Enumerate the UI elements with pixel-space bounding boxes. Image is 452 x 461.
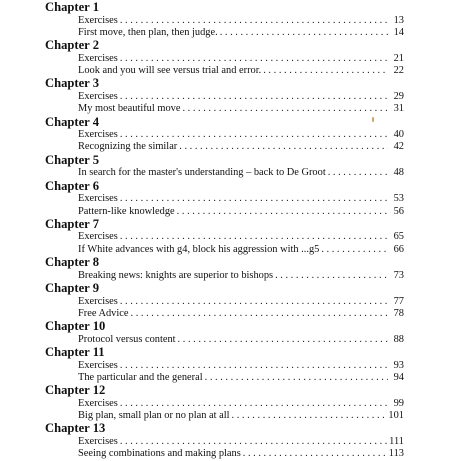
toc-entry [78,206,404,218]
toc-entry-title: The particular and the general [78,371,203,383]
toc-entry-title: Exercises [78,14,118,26]
dot-leader [321,244,388,256]
toc-entry [78,296,404,308]
toc-entry-title: Exercises [78,435,118,447]
toc-entry-title: Protocol versus content [78,333,176,345]
toc-entry-title: Big plan, small plan or no plan at all [78,410,230,422]
toc-entry [78,270,404,282]
toc-entry-title: Exercises [78,193,118,205]
toc-entry-page: 99 [393,397,404,409]
chapter-heading: Chapter 12 [45,383,106,398]
dot-leader [179,141,388,153]
dot-leader [205,372,388,384]
dot-leader [131,308,389,320]
dot-leader [243,448,387,460]
chapter-heading: Chapter 2 [45,38,99,53]
dot-leader [120,360,388,372]
toc-entry [78,65,404,77]
toc-entry-page: 66 [393,243,404,255]
toc-entry [78,167,404,179]
toc-entry-page: 22 [393,65,404,77]
toc-entry [78,436,404,448]
dot-leader [120,398,388,410]
toc-entry-title: Recognizing the similar [78,141,178,153]
dot-leader [120,129,388,141]
dot-leader [182,103,388,115]
toc-entry-title: My most beautiful move [78,103,181,115]
toc-entry-title: Exercises [78,129,118,141]
toc-entry-page: 93 [393,359,404,371]
toc-entry-title: Pattern-like knowledge [78,205,175,217]
toc-entry-title: Free Advice [78,307,129,319]
toc-entry-page: 88 [393,333,404,345]
dot-leader [328,167,388,179]
toc-entry [78,448,404,460]
chapter-heading: Chapter 10 [45,319,106,334]
ink-mark [372,117,374,122]
dot-leader [178,334,388,346]
dot-leader [120,53,388,65]
toc-entry [78,308,404,320]
toc-entry-page: 42 [393,141,404,153]
toc-entry-title: If White advances with g4, block his aggression with ...g5 [78,243,320,255]
dot-leader [232,410,387,422]
toc-entry [78,360,404,372]
toc-entry-title: In search for the master's understanding – back to De Groot [78,167,326,179]
toc-entry-page: 73 [393,269,404,281]
toc-entry [78,334,404,346]
toc-entry-title: Exercises [78,90,118,102]
toc-entry-page: 48 [393,167,404,179]
toc-entry-page: 31 [393,103,404,115]
toc-entry-page: 111 [389,435,404,447]
chapter-heading: Chapter 4 [45,114,99,129]
toc-entry-page: 94 [393,371,404,383]
toc-entry-title: Exercises [78,295,118,307]
dot-leader [177,206,388,218]
dot-leader [263,65,388,77]
chapter-heading: Chapter 9 [45,280,99,295]
toc-entry-title: Breaking news: knights are superior to bishops [78,269,274,281]
table-of-contents [0,1,452,461]
toc-entry-title: Seeing combinations and making plans [78,448,241,460]
toc-entry-page: 101 [388,410,404,422]
toc-entry-title: Look and you will see versus trial and error. [78,65,262,77]
dot-leader [120,231,388,243]
toc-entry-page: 113 [388,448,404,460]
chapter-heading: Chapter 7 [45,216,99,231]
toc-entry-page: 40 [393,129,404,141]
toc-entry-page: 56 [393,205,404,217]
dot-leader [120,15,388,27]
toc-entry-page: 14 [393,26,404,38]
toc-entry [78,27,404,39]
chapter-heading: Chapter 11 [45,344,105,359]
chapter-heading: Chapter 8 [45,255,99,270]
toc-entry [78,15,404,27]
toc-entry-title: Exercises [78,397,118,409]
toc-entry [78,53,404,65]
toc-entry-page: 29 [393,90,404,102]
chapter-heading: Chapter 1 [45,0,99,14]
toc-entry [78,372,404,384]
dot-leader [275,270,388,282]
dot-leader [120,91,388,103]
toc-entry-title: Exercises [78,359,118,371]
dot-leader [220,27,388,39]
chapter-heading: Chapter 3 [45,76,99,91]
toc-entry [78,141,404,153]
toc-entry-page: 77 [393,295,404,307]
dot-leader [120,436,387,448]
chapter-heading: Chapter 6 [45,178,99,193]
toc-entry [78,103,404,115]
toc-entry-page: 13 [393,14,404,26]
toc-entry [78,410,404,422]
toc-entry-page: 78 [393,307,404,319]
dot-leader [120,193,388,205]
toc-entry [78,231,404,243]
toc-entry [78,244,404,256]
toc-entry-page: 53 [393,193,404,205]
toc-entry-page: 21 [393,52,404,64]
chapter-heading: Chapter 13 [45,421,106,436]
toc-entry-title: Exercises [78,231,118,243]
chapter-heading: Chapter 5 [45,152,99,167]
toc-entry-title: First move, then plan, then judge. [78,26,218,38]
toc-entry [78,193,404,205]
toc-entry [78,129,404,141]
dot-leader [120,296,388,308]
toc-entry-title: Exercises [78,52,118,64]
toc-entry [78,398,404,410]
toc-entry [78,91,404,103]
toc-entry-page: 65 [393,231,404,243]
